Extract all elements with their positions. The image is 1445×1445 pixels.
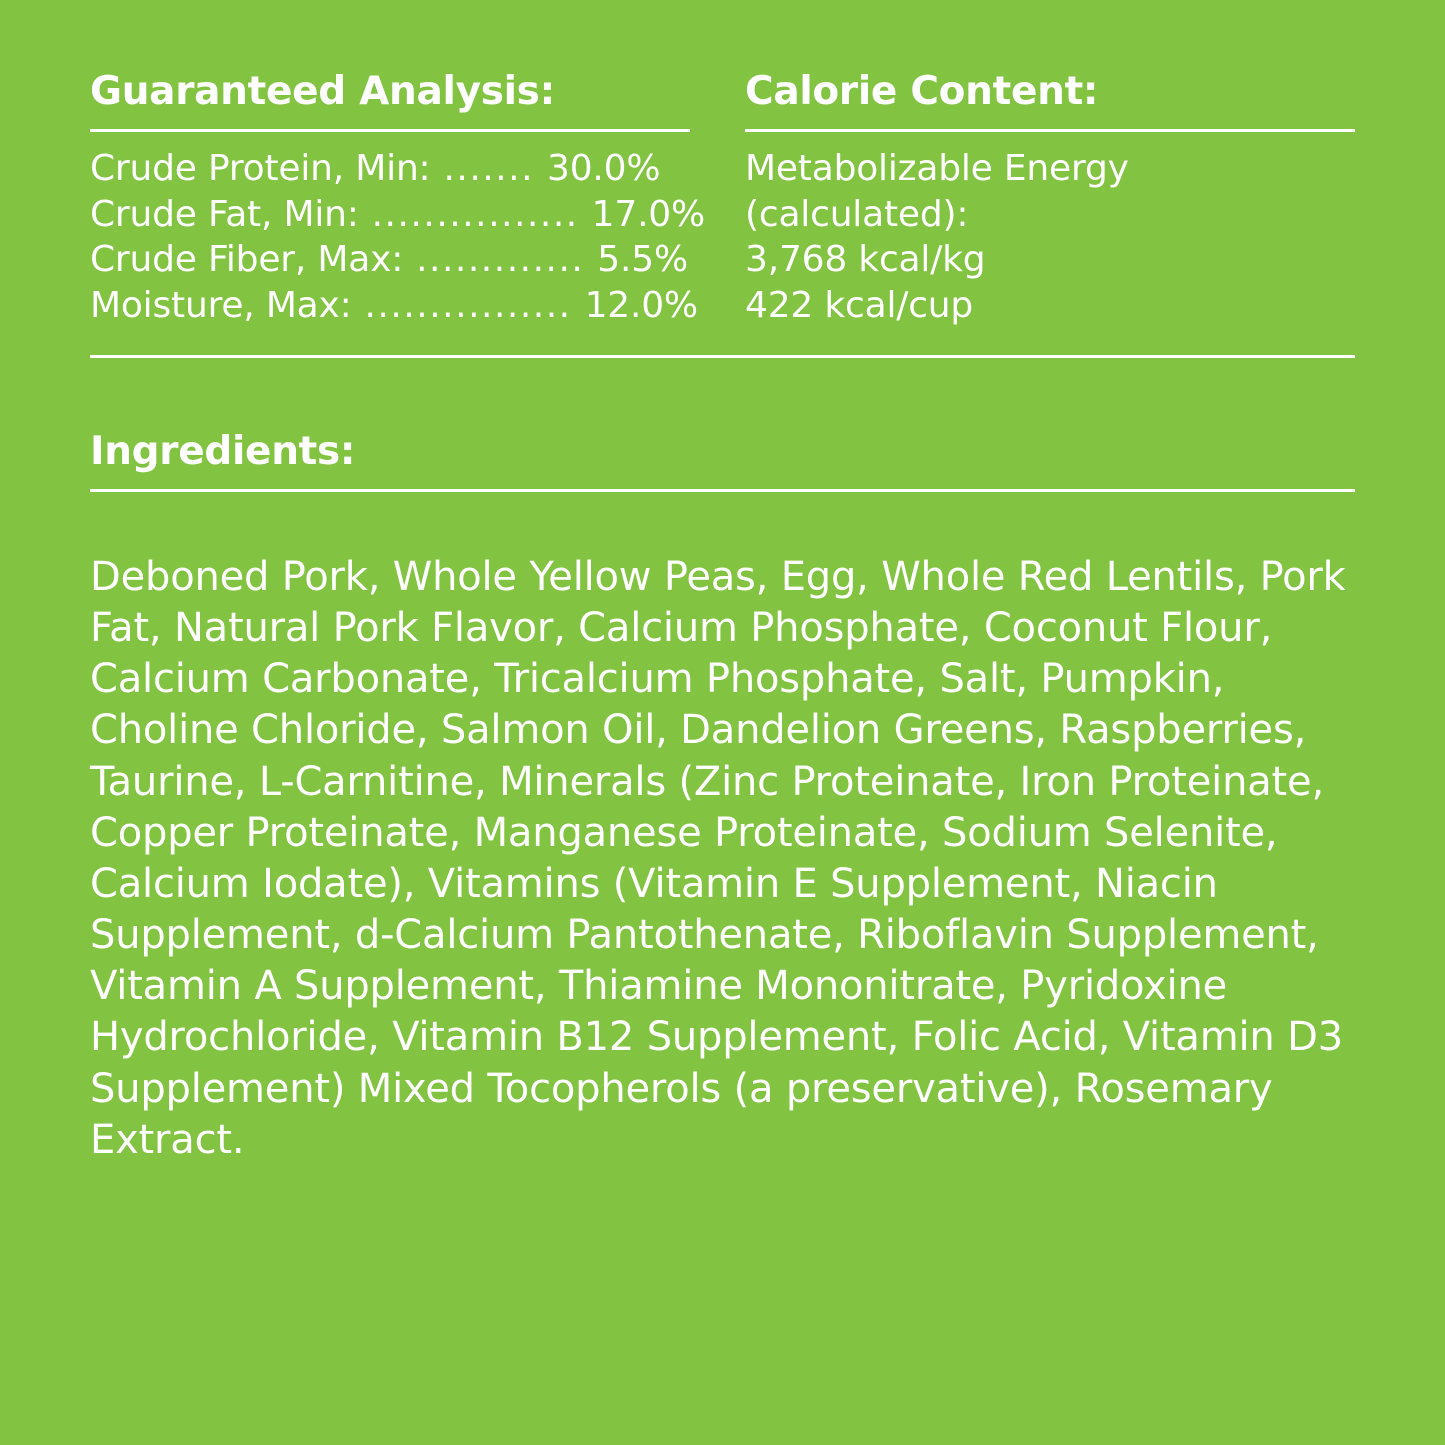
calorie-line-kcal-cup: 422 kcal/cup — [745, 285, 974, 327]
ga-label: Crude Fiber, Max: — [90, 239, 404, 281]
ga-dots: ....... — [430, 147, 547, 189]
calorie-line-kcal-kg: 3,768 kcal/kg — [745, 239, 986, 281]
calorie-content-section — [690, 69, 1355, 329]
ga-label: Crude Fat, Min: — [90, 193, 359, 235]
ga-dots: ................ — [358, 193, 592, 235]
guaranteed-analysis-section — [90, 69, 706, 329]
ga-row-moisture — [90, 283, 698, 329]
top-sections — [90, 0, 1355, 329]
ga-value: 12.0% — [584, 285, 698, 327]
ga-row-fiber — [90, 237, 690, 283]
ingredients-text: Deboned Pork, Whole Yellow Peas, Egg, Whole Red Lentils, Pork Fat, Natural Pork Flavor, Calcium Phosphate, Coconut Flour, Calcium Carbonate, Tricalcium Phosphate, Salt, Pumpkin, Choline Chloride, Salmon Oil, Dandelion Greens, Raspberries, Taurine, L-Carnitine, Minerals (Zinc Proteinate, Iron Proteinate, Copper Proteinate, Manganese Proteinate, Sodium Selenite, Calcium Iodate), Vitamins (Vitamin E Supplement, Niacin Supplement, d-Calcium Pantothenate, Riboflavin Supplement, Vitamin A Supplement, Thiamine Mononitrate, Pyridoxine Hydrochloride, Vitamin B12 Supplement, Folic Acid, Vitamin D3 Supplement) Mixed Tocopherols (a preservative), Rosemary Extract. — [90, 553, 1346, 1163]
ga-row-fat — [90, 192, 706, 238]
ingredients-title: Ingredients: — [90, 428, 356, 474]
ga-value: 5.5% — [597, 239, 688, 281]
ga-value: 17.0% — [591, 193, 706, 235]
section-separator-wrap — [90, 329, 1355, 358]
guaranteed-analysis-list — [90, 132, 706, 329]
ga-label: Crude Protein, Min: — [90, 147, 431, 189]
calorie-line-energy: Metabolizable Energy — [745, 147, 1129, 189]
guaranteed-analysis-title: Guaranteed Analysis: — [90, 69, 555, 114]
ingredients-section — [90, 358, 1355, 1166]
ga-dots: ............. — [403, 239, 598, 281]
ga-value: 30.0% — [547, 147, 661, 189]
calorie-line-calculated: (calculated): — [745, 193, 969, 235]
ingredients-divider — [90, 489, 1355, 492]
calorie-content-title: Calorie Content: — [745, 69, 1099, 114]
ga-dots: ................ — [351, 285, 585, 327]
calorie-content-body — [745, 132, 1355, 329]
ga-row-protein — [90, 146, 690, 192]
ga-label: Moisture, Max: — [90, 285, 352, 327]
